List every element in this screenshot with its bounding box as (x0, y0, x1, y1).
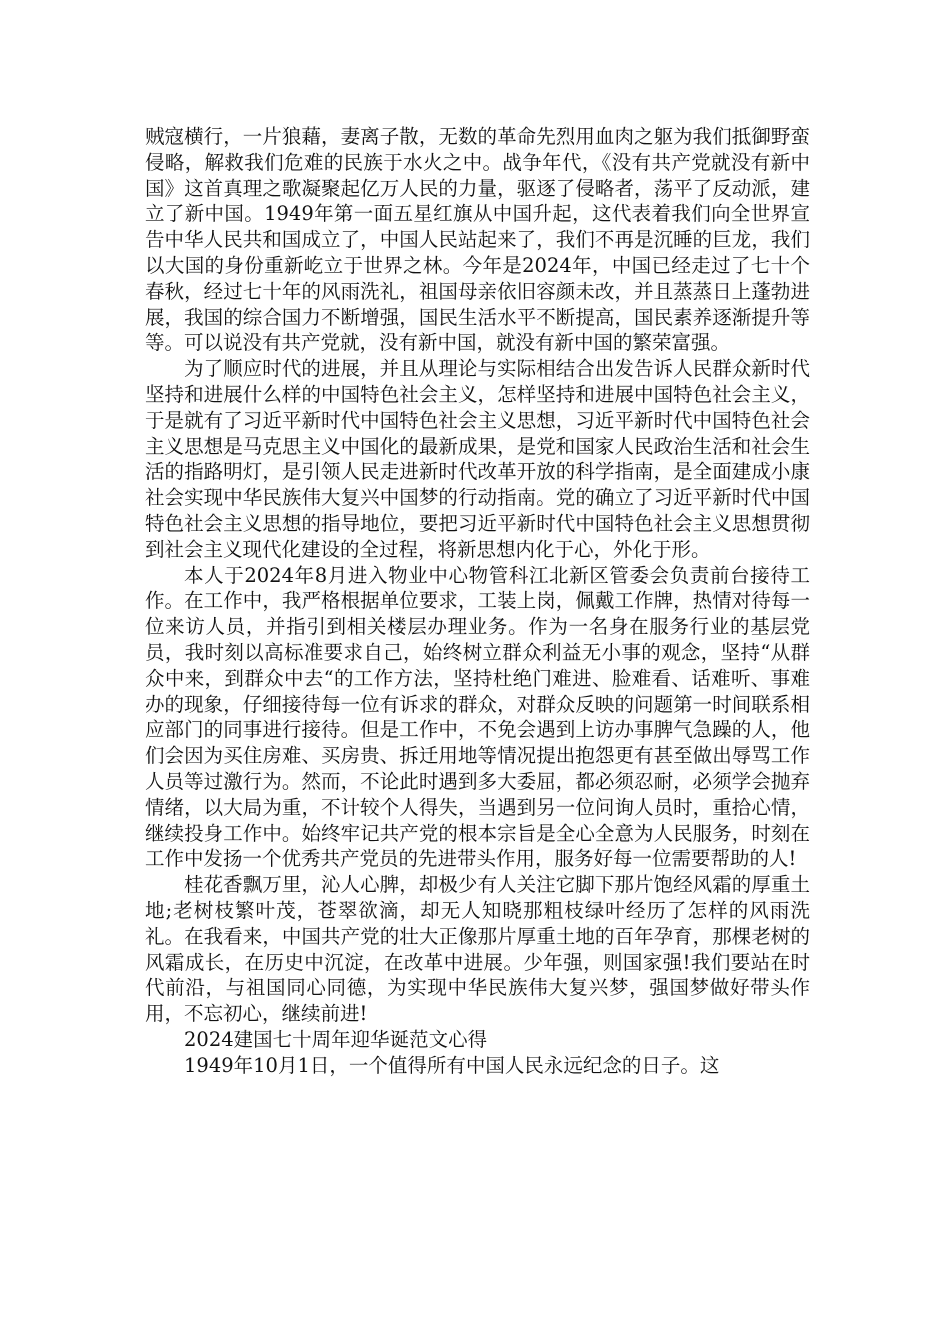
paragraph-2: 为了顺应时代的进展，并且从理论与实际相结合出发告诉人民群众新时代坚持和进展什么样的中国特色社会主义，怎样坚持和进展中国特色社会主义，于是就有了习近平新时代中国特色社会主义思想，习近平新时代中国特色社会主义思想是马克思主义中国化的最新成果，是党和国家人民政治生活和社会生活的指路明灯，是引领人民走进新时代改革开放的科学指南，是全面建成小康社会实现中华民族伟大复兴中国梦的行动指南。党的确立了习近平新时代中国特色社会主义思想的指导地位，要把习近平新时代中国特色社会主义思想贯彻到社会主义现代化建设的全过程，将新思想内化于心，外化于形。 (145, 357, 810, 561)
paragraph-3: 本人于2024年8月进入物业中心物管科江北新区管委会负责前台接待工作。在工作中，我严格根据单位要求，工装上岗，佩戴工作牌，热情对待每一位来访人员，并指引到相关楼层办理业务。作为一名身在服务行业的基层党员，我时刻以高标准要求自己，始终树立群众利益无小事的观念，坚持“从群众中来，到群众中去“的工作方法，坚持杜绝门难进、脸难看、话难听、事难办的现象，仔细接待每一位有诉求的群众，对群众反映的问题第一时间联系相应部门的同事进行接待。但是工作中，不免会遇到上访办事脾气急躁的人，他们会因为买住房难、买房贵、拆迁用地等情况提出抱怨更有甚至做出辱骂工作人员等过激行为。然而，不论此时遇到多大委屈，都必须忍耐，必须学会抛弃情绪，以大局为重，不计较个人得失，当遇到另一位问询人员时，重拾心情，继续投身工作中。始终牢记共产党的根本宗旨是全心全意为人民服务，时刻在工作中发扬一个优秀共产党员的先进带头作用，服务好每一位需要帮助的人! (145, 563, 810, 871)
document-page (145, 124, 810, 1078)
paragraph-5: 1949年10月1日，一个值得所有中国人民永远纪念的日子。这 (184, 1053, 720, 1077)
paragraph-1: 贼寇横行，一片狼藉，妻离子散，无数的革命先烈用血肉之躯为我们抵御野蛮侵略，解救我们危难的民族于水火之中。战争年代，《没有共产党就没有新中国》这首真理之歌凝聚起亿万人民的力量，驱逐了侵略者，荡平了反动派，建立了新中国。1949年第一面五星红旗从中国升起，这代表着我们向全世界宣告中华人民共和国成立了，中国人民站起来了，我们不再是沉睡的巨龙，我们以大国的身份重新屹立于世界之林。今年是2024年，中国已经走过了七十个春秋，经过七十年的风雨洗礼，祖国母亲依旧容颜未改，并且蒸蒸日上蓬勃进展，我国的综合国力不断增强，国民生活水平不断提高，国民素养逐渐提升等等。可以说没有共产党就，没有新中国，就没有新中国的繁荣富强。 (145, 125, 810, 355)
section-heading: 2024建国七十周年迎华诞范文心得 (184, 1027, 488, 1051)
paragraph-4: 桂花香飘万里，沁人心脾，却极少有人关注它脚下那片饱经风霜的厚重土地;老树枝繁叶茂，苍翠欲滴，却无人知晓那粗枝绿叶经历了怎样的风雨洗礼。在我看来，中国共产党的壮大正像那片厚重土地的百年孕育，那棵老树的风霜成长，在历史中沉淀，在改革中进展。少年强，则国家强!我们要站在时代前沿，与祖国同心同德，为实现中华民族伟大复兴梦，强国梦做好带头作用，不忘初心，继续前进! (145, 873, 810, 1026)
